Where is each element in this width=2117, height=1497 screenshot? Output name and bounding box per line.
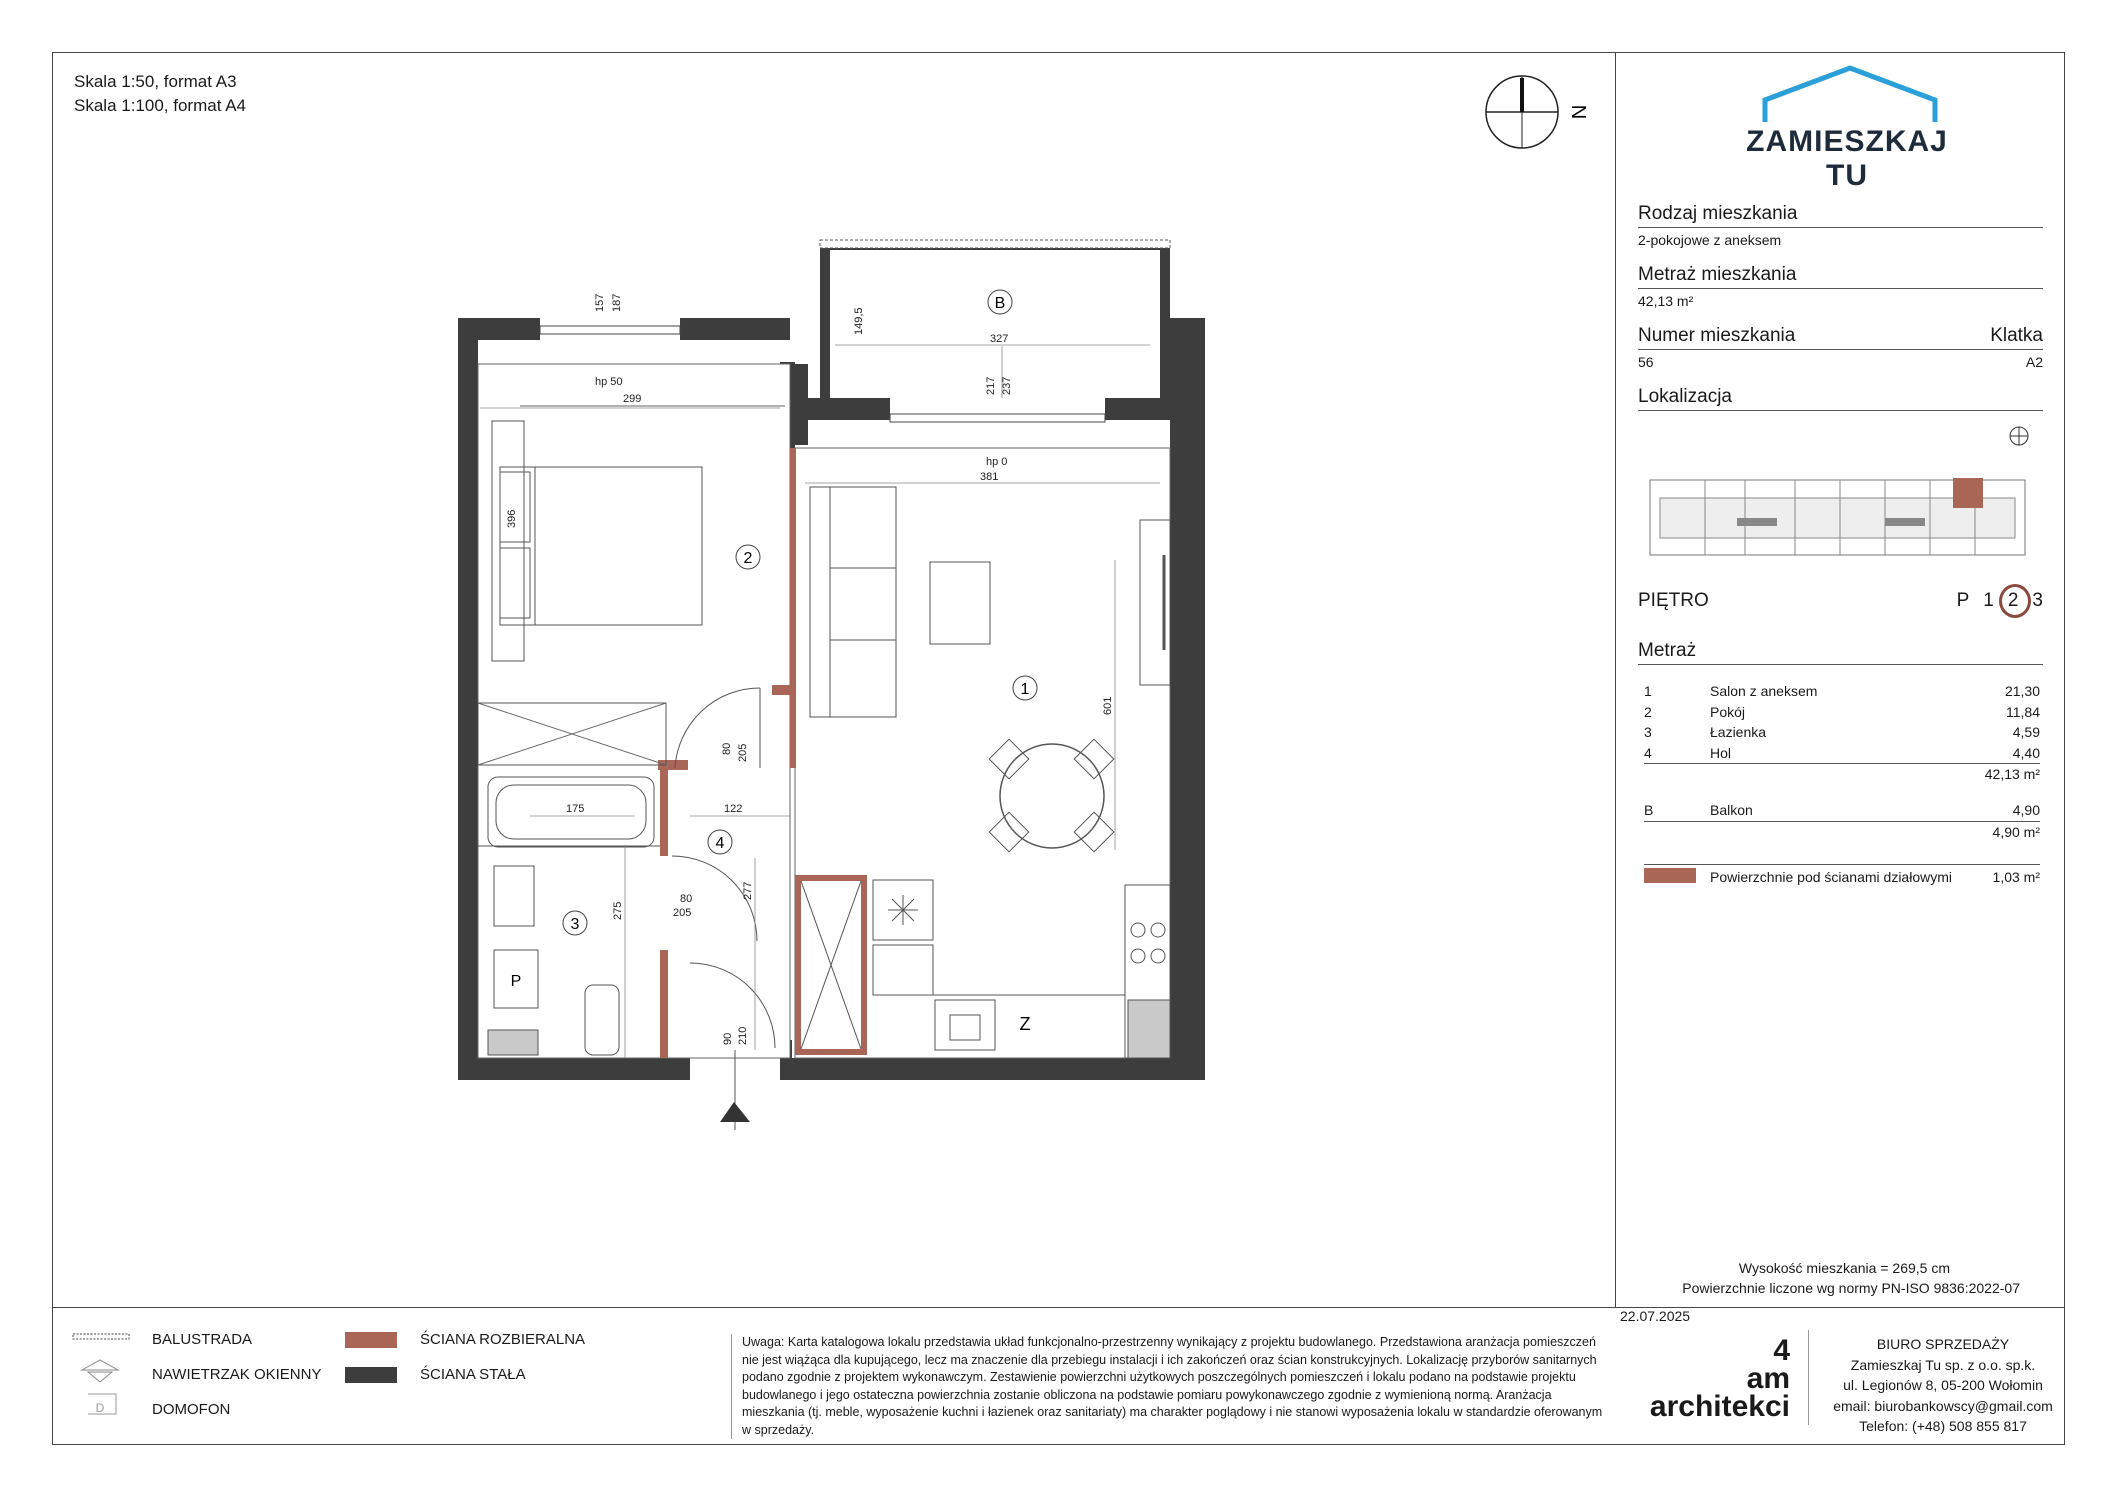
floor-2-selected: 2 bbox=[2008, 590, 2019, 612]
dim-205b: 205 bbox=[673, 907, 692, 919]
panel-divider bbox=[1615, 52, 1616, 1307]
intercom-icon bbox=[86, 1390, 122, 1418]
stair-value: A2 bbox=[2025, 354, 2043, 370]
rooms-table bbox=[1644, 681, 2040, 785]
partition-area: 1,03 m² bbox=[1992, 869, 2040, 885]
compass-n-label: N bbox=[1567, 104, 1589, 120]
brand-house-logo-icon bbox=[1755, 64, 1945, 124]
rooms-total: 42,13 m² bbox=[1984, 766, 2040, 783]
area-value: 42,13 m² bbox=[1638, 293, 1694, 309]
dim-217: 217 bbox=[985, 376, 997, 395]
dim-237: 237 bbox=[1001, 376, 1013, 395]
location-label: Lokalizacja bbox=[1638, 386, 1732, 407]
dim-187: 187 bbox=[611, 293, 623, 312]
rooms-total-row bbox=[1644, 764, 2040, 785]
dim-157: 157 bbox=[594, 293, 606, 312]
small-compass-icon bbox=[2008, 424, 2036, 448]
dim-hp0: hp 0 bbox=[986, 456, 1008, 468]
table-row: 4 Hol 4,40 bbox=[1644, 743, 2040, 765]
dim-299: 299 bbox=[623, 393, 642, 405]
partition-swatch bbox=[1644, 868, 1696, 883]
dim-381: 381 bbox=[980, 471, 999, 483]
balustrade-icon bbox=[72, 1330, 132, 1344]
partition-row bbox=[1644, 864, 2040, 889]
brand-name: ZAMIESZKAJ TU bbox=[1746, 125, 1948, 192]
dim-175: 175 bbox=[566, 803, 585, 815]
number-label: Numer mieszkania bbox=[1638, 325, 1796, 346]
floor-1: 1 bbox=[1983, 590, 1994, 611]
metraz-block bbox=[1638, 640, 2043, 665]
building-key-plan bbox=[1645, 470, 2035, 565]
disclaimer-note: Uwaga: Karta katalogowa lokalu przedstawia układ funkcjonalno-przestrzenny wynikający z projektu budowlanego. Przedstawiona aranżacja pomieszczeń nie jest wiążąca dla kupującego, lecz ma znaczenie dla przebiegu instalacji i ich zakończeń oraz ścian konstrukcyjnych. Lokalizację przyborów sanitarnych podano zgodnie z projektem wykonawczym. Zestawienie powierzchni użytkowych poszczególnych pomieszczeń i lokalu podano na podstawie projektu budowlanego i jego ostateczna powierzchnia zostanie obliczona na podstawie pomiaru powykonawczego zgodnie z wymienioną normą. Aranżacja mieszkania (tj. meble, wyposażenie kuchni i łazienek oraz sanitariaty) ma charakter poglądowy i nie stanowi wyposażenia lokalu w standardzie oferowanym w sprzedaży. bbox=[731, 1334, 1612, 1439]
dim-601: 601 bbox=[1102, 696, 1114, 715]
room-number-3: 3 bbox=[570, 916, 580, 933]
scale-a3: Skala 1:50, format A3 bbox=[74, 72, 237, 91]
biuro-divider bbox=[1808, 1330, 1809, 1425]
architect-logo: 4 am architekci bbox=[1649, 1334, 1790, 1423]
balcony-total-row bbox=[1644, 822, 2040, 843]
dim-90: 90 bbox=[722, 1032, 734, 1045]
room-number-2: 2 bbox=[743, 550, 753, 567]
date: 22.07.2025 bbox=[1620, 1308, 1691, 1324]
sales-office-phone[interactable]: Telefon: (+48) 508 855 817 bbox=[1859, 1418, 2027, 1434]
demountable-wall-swatch bbox=[345, 1332, 397, 1348]
dim-205a: 205 bbox=[737, 743, 749, 762]
dim-122: 122 bbox=[724, 803, 743, 815]
legend-sciana-stala: ŚCIANA STAŁA bbox=[420, 1366, 526, 1383]
dim-1495: 149,5 bbox=[853, 307, 865, 335]
height-info: Wysokość mieszkania = 269,5 cm bbox=[1738, 1260, 1950, 1276]
table-row: 3 Łazienka 4,59 bbox=[1644, 724, 2040, 741]
type-block bbox=[1638, 203, 2043, 248]
dim-396: 396 bbox=[506, 509, 518, 528]
stair-label: Klatka bbox=[1990, 325, 2043, 346]
floor-plan bbox=[440, 230, 1240, 1130]
sales-office-title: BIURO SPRZEDAŻY bbox=[1876, 1336, 2010, 1352]
legend-nawietrzak: NAWIETRZAK OKIENNY bbox=[152, 1366, 322, 1383]
dim-277: 277 bbox=[742, 881, 754, 900]
fridge-label: Z bbox=[1019, 1014, 1031, 1034]
floor-p: P bbox=[1956, 590, 1970, 611]
sales-office-email[interactable]: email: biurobankowscy@gmail.com bbox=[1833, 1397, 2053, 1414]
room-number-b: B bbox=[994, 295, 1006, 312]
scale-a4: Skala 1:100, format A4 bbox=[74, 96, 246, 115]
dim-275: 275 bbox=[612, 901, 624, 920]
dim-80b: 80 bbox=[680, 893, 693, 905]
dim-hp50: hp 50 bbox=[595, 376, 623, 388]
table-row: 2 Pokój 11,84 bbox=[1644, 703, 2040, 720]
partition-label: Powierzchnie pod ścianami działowymi bbox=[1710, 869, 1952, 885]
area-block bbox=[1638, 264, 2043, 309]
type-label: Rodzaj mieszkania bbox=[1638, 203, 1798, 224]
floor-selector bbox=[1957, 590, 2043, 612]
dim-327: 327 bbox=[990, 333, 1009, 345]
window-vent-icon bbox=[80, 1358, 124, 1386]
room-number-4: 4 bbox=[715, 835, 725, 852]
norm-info: Powierzchnie liczone wg normy PN-ISO 9836:2022-07 bbox=[1682, 1280, 2020, 1296]
floor-block bbox=[1638, 590, 2043, 612]
storage-label: P bbox=[510, 973, 522, 990]
balcony-table bbox=[1644, 800, 2040, 842]
footer-divider bbox=[52, 1307, 2065, 1308]
legend-domofon: DOMOFON bbox=[152, 1401, 231, 1418]
floor-selected-ring bbox=[1999, 584, 2031, 618]
fixed-wall-swatch bbox=[345, 1367, 397, 1383]
north-compass-icon bbox=[1480, 70, 1590, 156]
type-value: 2-pokojowe z aneksem bbox=[1638, 232, 1782, 248]
svg-text:D: D bbox=[95, 1401, 105, 1415]
sales-office: BIURO SPRZEDAŻY Zamieszkaj Tu sp. z o.o. sp.k. ul. Legionów 8, 05-200 Wołomin email: biurobankowscy@gmail.com Telefon: (+48) 508 855 817 bbox=[1823, 1334, 2063, 1437]
table-row: 1 Salon z aneksem 21,30 bbox=[1644, 683, 2040, 700]
floor-3: 3 bbox=[2032, 590, 2043, 611]
number-block bbox=[1638, 325, 2043, 370]
dim-210: 210 bbox=[737, 1026, 749, 1045]
legend-balustrada: BALUSTRADA bbox=[152, 1331, 253, 1348]
balcony-total: 4,90 m² bbox=[1992, 823, 2040, 840]
floor-label: PIĘTRO bbox=[1638, 590, 1709, 611]
legend-sciana-rozb: ŚCIANA ROZBIERALNA bbox=[420, 1331, 586, 1348]
number-value: 56 bbox=[1638, 354, 1654, 370]
area-label: Metraż mieszkania bbox=[1638, 264, 1797, 285]
table-row: B Balkon 4,90 bbox=[1644, 800, 2040, 822]
metraz-label: Metraż bbox=[1638, 640, 1697, 661]
location-block bbox=[1638, 386, 2043, 411]
dim-80a: 80 bbox=[721, 742, 733, 755]
room-number-1: 1 bbox=[1020, 681, 1030, 698]
